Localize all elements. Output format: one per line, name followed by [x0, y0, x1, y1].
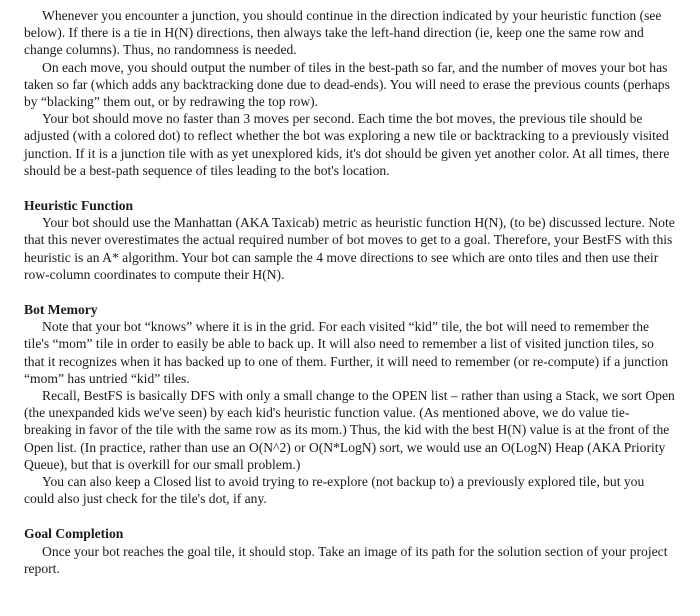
- memory-paragraph-2: Recall, BestFS is basically DFS with only a small change to the OPEN list – rather than using a Stack, we sort Open (the unexpanded kids we've seen) by each kid's heuristic function value. (As mentioned above, we do value tie-breaking in favor of the tile with the same row as its mom.) Thus, the kid with the best H(N) value is at the front of the Open list. (In practice, rather than use an O(N^2) or O(N*LogN) sort, we would use an O(LogN) Heap (AKA Priority Queue), but that is overkill for our small problem.): [24, 388, 675, 472]
- goal-heading: Goal Completion: [24, 526, 124, 542]
- heuristic-paragraph-1: Your bot should use the Manhattan (AKA Taxicab) metric as heuristic function H(N), (to be) discussed lecture. Note that this never overestimates the actual required number of bot moves to get to a goal. Therefore, your BestFS with this heuristic is an A* algorithm. Your bot can sample the 4 move directions to see which are onto tiles and then use their row-column coordinates to compute their H(N).: [24, 215, 675, 282]
- section-spacer: [24, 507, 676, 525]
- intro-section: [24, 7, 676, 179]
- goal-section: [24, 525, 676, 577]
- heuristic-heading: Heuristic Function: [24, 198, 134, 214]
- intro-paragraph-2: On each move, you should output the number of tiles in the best-path so far, and the number of moves your bot has taken so far (which adds any backtracking done due to dead-ends). You will need to erase the previous counts (perhaps by “blacking” them out, or by redrawing the top row).: [24, 59, 670, 110]
- document-page: [24, 7, 676, 577]
- section-spacer: [24, 283, 676, 301]
- heuristic-section: [24, 197, 676, 283]
- intro-paragraph-1: Whenever you encounter a junction, you should continue in the direction indicated by your heuristic function (see below). If there is a tie in H(N) directions, then always take the left-hand direction (ie, keep one the same row and change columns). Thus, no randomness is needed.: [24, 8, 662, 58]
- goal-paragraph-1: Once your bot reaches the goal tile, it should stop. Take an image of its path for the solution section of your project report.: [24, 543, 668, 576]
- memory-section: [24, 301, 676, 507]
- section-spacer: [24, 179, 676, 197]
- memory-heading: Bot Memory: [24, 302, 98, 318]
- memory-paragraph-1: Note that your bot “knows” where it is in the grid. For each visited “kid” tile, the bot will need to remember the tile's “mom” tile in order to easily be able to back up. It will also need to remember a list of visited junction tiles, so that it recognizes when it has backed up to one of them. Further, it will need to remember (or re-compute) if a junction “mom” has untried “kid” tiles.: [24, 319, 669, 386]
- intro-paragraph-3: Your bot should move no faster than 3 moves per second. Each time the bot moves, the previous tile should be adjusted (with a colored dot) to reflect whether the bot was exploring a new tile or backtracking to a previously visited junction. If it is a junction tile with as yet unexplored kids, it's dot should be given yet another color. At all times, there should be a best-path sequence of tiles leading to the bot's location.: [24, 111, 670, 178]
- memory-paragraph-3: You can also keep a Closed list to avoid trying to re-explore (not backup to) a previously explored tile, but you could also just check for the tile's dot, if any.: [24, 474, 645, 507]
